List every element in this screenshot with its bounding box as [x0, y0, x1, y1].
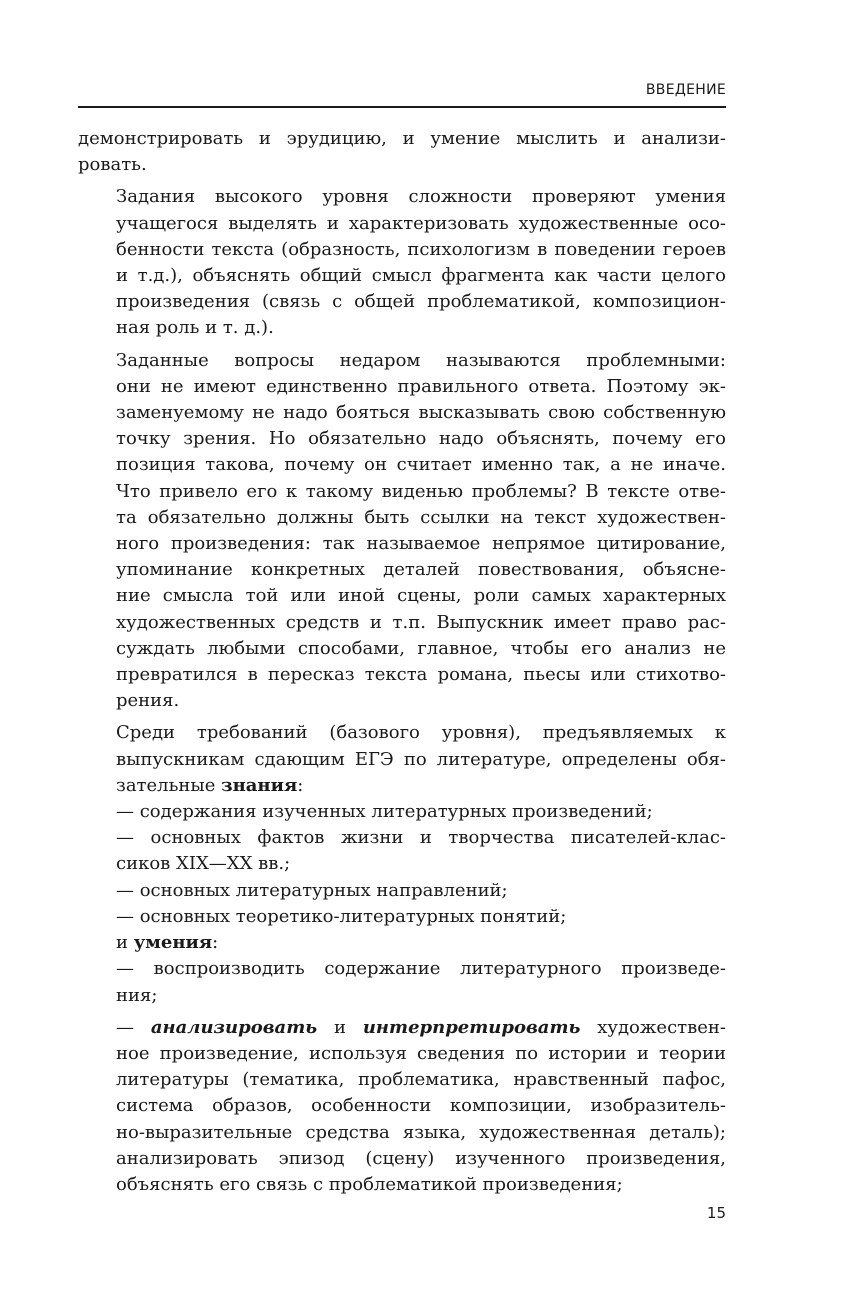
emphasis-analyze: анализировать	[150, 1016, 318, 1038]
text-run: :	[297, 774, 304, 796]
text-line: ное произведение, используя сведения по истории и теории	[116, 1042, 726, 1064]
text-line: упоминание конкретных деталей повествования, объясне-	[116, 559, 726, 581]
text-line: анализировать эпизод (сцену) изученного произведения,	[116, 1147, 726, 1169]
text-line: заменуемому не надо бояться высказывать свою собственную	[116, 402, 726, 424]
text-line: — основных литературных направлений;	[116, 879, 508, 901]
text-line: та обязательно должны быть ссылки на текст художествен-	[116, 506, 726, 528]
text-line: произведения (связь с общей проблематикой, композицион-	[116, 291, 726, 313]
running-head: ВВЕДЕНИЕ	[645, 82, 726, 98]
text-line: демонстрировать и эрудицию, и умение мыслить и анализи-	[78, 128, 726, 149]
text-line: объяснять его связь с проблематикой произведения;	[116, 1173, 623, 1195]
text-line: — содержания изученных литературных произведений;	[116, 801, 653, 823]
text-line: — основных фактов жизни и творчества писателей-клас-	[116, 827, 726, 849]
text-line: выпускникам сдающим ЕГЭ по литературе, определены обя-	[116, 748, 726, 770]
paragraph-2	[78, 184, 726, 341]
text-line: Что привело его к такому виденью проблемы? В тексте отве-	[116, 480, 726, 502]
text-line: ние смысла той или иной сцены, роли самых характерных	[116, 585, 726, 607]
text-line: Заданные вопросы недаром называются проблемными:	[116, 349, 726, 371]
knowledge-item-4	[78, 904, 726, 930]
text-line: ного произведения: так называемое непрямое цитирование,	[116, 533, 726, 555]
text-line: они не имеют единственно правильного ответа. Поэтому эк-	[116, 375, 726, 397]
paragraph-1	[78, 126, 726, 178]
knowledge-item-1	[78, 799, 726, 825]
text-line: художественных средств и т.п. Выпускник имеет право рас-	[116, 611, 726, 633]
text-line: суждать любыми способами, главное, чтобы его анализ не	[116, 637, 726, 659]
page-number: 15	[706, 1204, 726, 1222]
text-line: но-выразительные средства языка, художественная деталь);	[116, 1121, 726, 1143]
text-line: система образов, особенности композиции, изобразитель-	[116, 1095, 726, 1117]
knowledge-item-2	[78, 825, 726, 877]
text-line: точку зрения. Но обязательно надо объяснять, почему его	[116, 428, 726, 450]
text-line: ная роль и т. д.).	[116, 317, 274, 339]
text-run: :	[212, 932, 219, 954]
header-rule	[78, 106, 726, 108]
knowledge-item-3	[78, 878, 726, 904]
text-run: и	[116, 932, 134, 954]
text-line: бенности текста (образность, психологизм в поведении героев	[116, 238, 726, 260]
text-line	[78, 1015, 726, 1041]
text-run: зательные	[116, 774, 222, 796]
text-line: превратился в пересказ текста романа, пьесы или стихотво-	[116, 664, 726, 686]
skill-item-1	[78, 956, 726, 1008]
text-line: учащегося выделять и характеризовать художественные осо-	[116, 212, 726, 234]
paragraph-3	[78, 348, 726, 715]
text-line: и т.д.), объяснять общий смысл фрагмента как части целого	[116, 265, 726, 287]
text-line: ровать.	[78, 154, 147, 176]
text-line: — основных теоретико-литературных понятий;	[116, 905, 567, 927]
text-line: рения.	[116, 690, 180, 712]
text-line: ния;	[116, 984, 158, 1006]
bold-term-knowledge: знания	[221, 774, 298, 796]
text-line: позиция такова, почему он считает именно так, а не иначе.	[116, 454, 726, 476]
text-run: художествен-	[580, 1016, 726, 1038]
paragraph-4	[78, 720, 726, 799]
text-run: и	[317, 1016, 363, 1038]
text-line: Задания высокого уровня сложности проверяют умения	[116, 186, 726, 208]
text-line: литературы (тематика, проблематика, нравственный пафос,	[116, 1069, 726, 1091]
skill-item-2	[78, 1015, 726, 1198]
text-run: —	[116, 1016, 151, 1038]
body-text	[78, 126, 726, 1198]
text-line	[78, 773, 726, 799]
text-line	[78, 930, 726, 956]
skills-heading	[78, 930, 726, 956]
emphasis-interpret: интерпретировать	[362, 1016, 581, 1038]
text-line: — воспроизводить содержание литературного произведе-	[116, 958, 726, 980]
bold-term-skills: умения	[133, 932, 213, 954]
text-line: Среди требований (базового уровня), предъявляемых к	[116, 722, 726, 744]
text-line: сиков XIX—XX вв.;	[116, 853, 291, 875]
